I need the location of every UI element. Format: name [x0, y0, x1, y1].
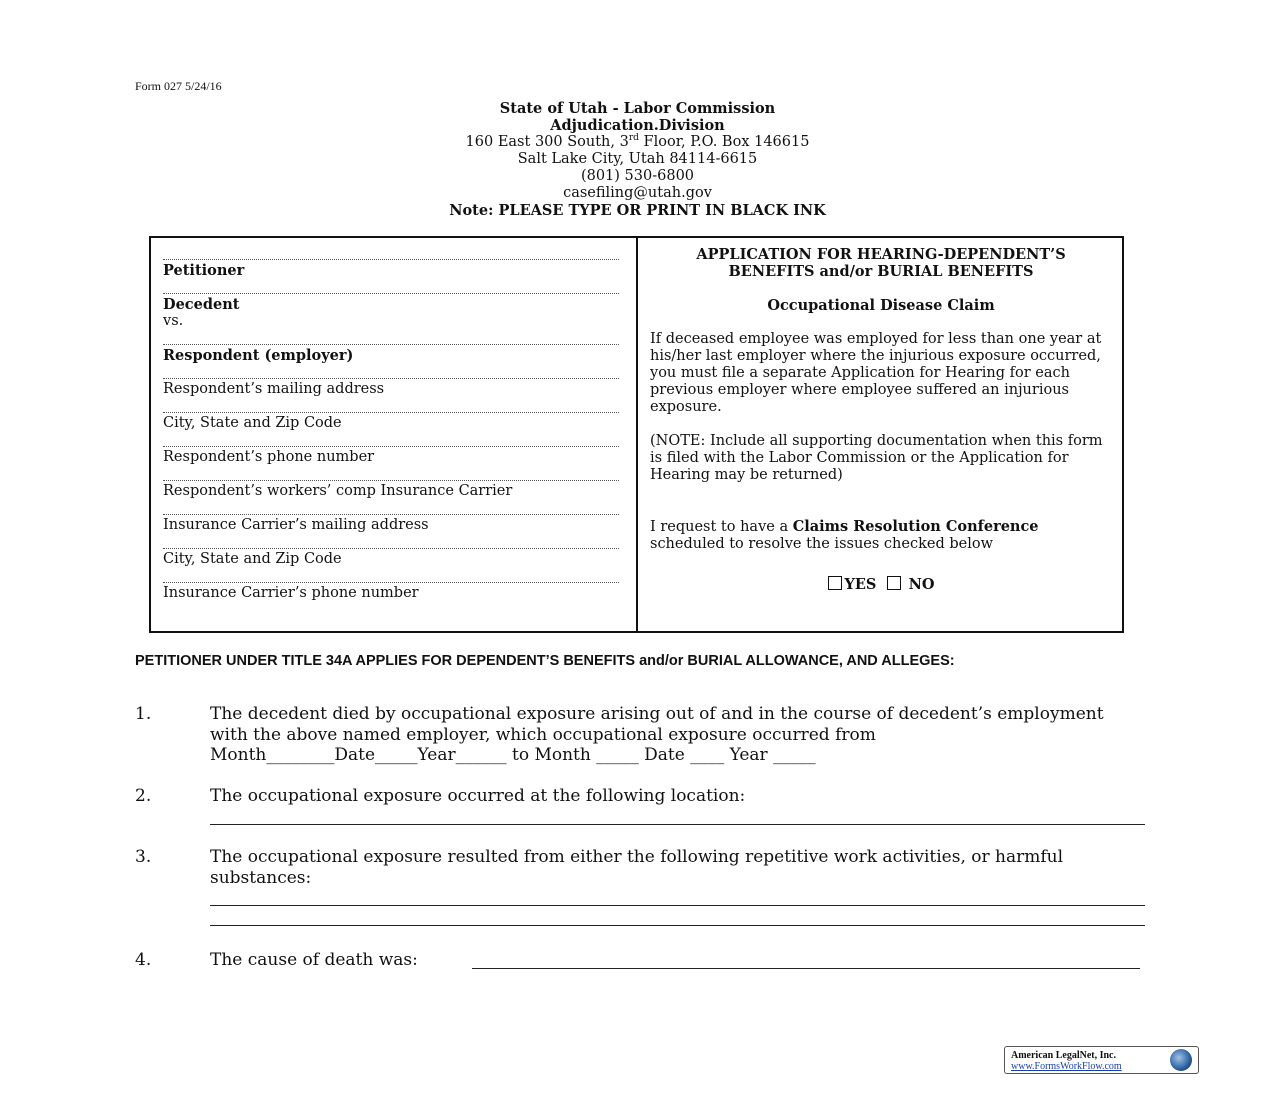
allegations-intro: PETITIONER UNDER TITLE 34A APPLIES FOR DEPENDENT’S BENEFITS and/or BURIAL ALLOWANCE, AND ALLEGES:	[135, 653, 955, 669]
email-address: casefiling@utah.gov	[563, 185, 712, 201]
activities-line-2[interactable]	[210, 925, 1145, 926]
documentation-note: (NOTE: Include all supporting documentation when this form is filed with the Labor Commission or the Application for Hearing may be returned)	[650, 433, 1103, 483]
agency-name: State of Utah - Labor Commission	[499, 100, 776, 117]
cause-of-death-line[interactable]	[472, 968, 1140, 969]
vendor-logo[interactable]	[1004, 1046, 1199, 1074]
application-title-2: BENEFITS and/or BURIAL BENEFITS	[728, 263, 1034, 280]
ink-note: Note: PLEASE TYPE OR PRINT IN BLACK INK	[449, 202, 826, 219]
carrier-phone-field[interactable]: Insurance Carrier’s phone number	[163, 572, 619, 606]
no-checkbox[interactable]	[887, 576, 901, 590]
caption-divider	[636, 236, 638, 633]
conference-options	[650, 576, 1112, 593]
application-title-1: APPLICATION FOR HEARING-DEPENDENT’S	[696, 246, 1066, 263]
claim-type: Occupational Disease Claim	[767, 297, 995, 314]
yes-checkbox[interactable]	[828, 576, 842, 590]
activities-line-1[interactable]	[210, 905, 1145, 906]
address-line-2: Salt Lake City, Utah 84114-6615	[517, 151, 758, 167]
respondent-phone-field[interactable]: Respondent’s phone number	[163, 436, 619, 470]
instructions-text: If deceased employee was employed for less than one year at his/her last employer where the injurious exposure occurred, you must file a separate Application for Hearing for each previous employer where employee suffered an injurious exposure.	[650, 331, 1102, 415]
vendor-name: American LegalNet, Inc.	[1011, 1050, 1116, 1061]
form-number: Form 027 5/24/16	[135, 79, 222, 93]
phone-number: (801) 530-6800	[580, 168, 695, 184]
carrier-address-field[interactable]: Insurance Carrier’s mailing address	[163, 504, 619, 538]
petitioner-field[interactable]: Petitioner	[163, 249, 619, 283]
globe-icon	[1170, 1049, 1192, 1071]
respondent-field[interactable]: Respondent (employer)	[163, 334, 619, 368]
agency-header	[0, 100, 1275, 219]
parties-section	[163, 249, 619, 606]
respondent-city-field[interactable]: City, State and Zip Code	[163, 402, 619, 436]
application-section	[650, 246, 1112, 593]
respondent-address-field[interactable]: Respondent’s mailing address	[163, 368, 619, 402]
vendor-url[interactable]: www.FormsWorkFlow.com	[1011, 1061, 1122, 1072]
location-line[interactable]	[210, 824, 1145, 825]
versus-label: vs.	[163, 313, 184, 329]
yes-label: YES	[844, 576, 877, 593]
insurance-carrier-field[interactable]: Respondent’s workers’ comp Insurance Carrier	[163, 470, 619, 504]
decedent-field[interactable]: Decedent vs.	[163, 283, 619, 334]
conference-request: I request to have a Claims Resolution Conference scheduled to resolve the issues checked below	[650, 518, 1039, 552]
division-name: Adjudication.Division	[550, 117, 725, 134]
carrier-city-field[interactable]: City, State and Zip Code	[163, 538, 619, 572]
address-line-1: 160 East 300 South, 3rd Floor, P.O. Box 146615	[465, 133, 810, 150]
no-label: NO	[908, 576, 935, 593]
